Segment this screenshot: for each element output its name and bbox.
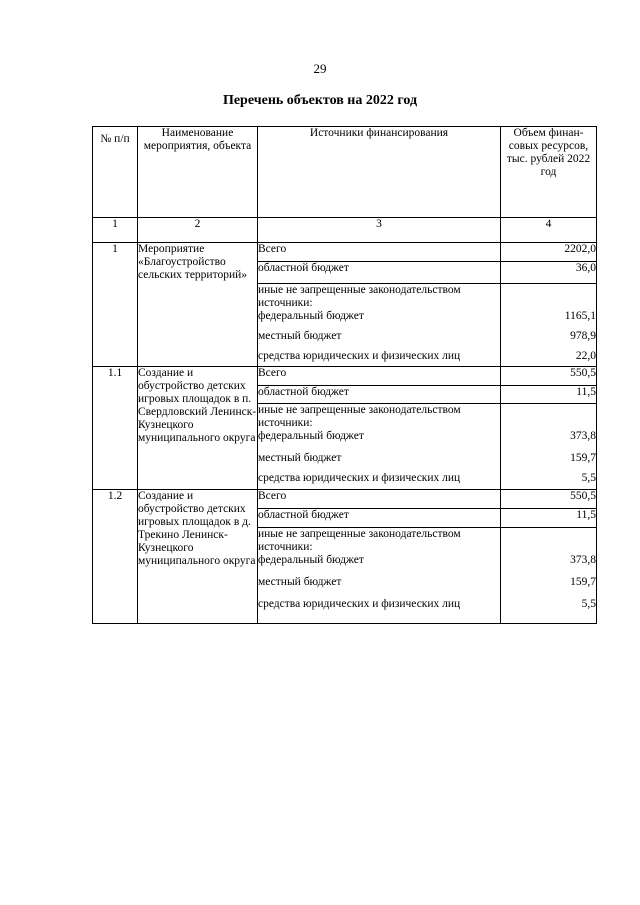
value-cell <box>501 404 597 431</box>
source-cell: местный бюджет <box>258 452 501 472</box>
header-name: Наименование мероприятия, объекта <box>138 127 258 218</box>
source-cell: федеральный бюджет <box>258 310 501 330</box>
source-cell: Всего <box>258 490 501 509</box>
table-row <box>93 243 597 262</box>
source-cell: средства юридических и физических лиц <box>258 598 501 624</box>
source-cell: средства юридических и физических лиц <box>258 472 501 490</box>
value-cell: 159,7 <box>501 576 597 598</box>
source-cell: областной бюджет <box>258 262 501 284</box>
header-source: Источники финансирования <box>258 127 501 218</box>
value-cell: 36,0 <box>501 262 597 284</box>
table-index-row <box>93 218 597 243</box>
value-cell: 11,5 <box>501 386 597 404</box>
row-number: 1 <box>93 243 138 367</box>
value-cell: 373,8 <box>501 430 597 452</box>
value-cell <box>501 528 597 555</box>
index-cell: 4 <box>501 218 597 243</box>
index-cell: 1 <box>93 218 138 243</box>
source-cell: Всего <box>258 367 501 386</box>
source-cell: средства юридических и физических лиц <box>258 350 501 367</box>
row-number: 1.2 <box>93 490 138 624</box>
value-cell: 5,5 <box>501 598 597 624</box>
source-cell: иные не запрещенные законодательством источники: <box>258 404 501 431</box>
source-cell: местный бюджет <box>258 576 501 598</box>
header-volume: Объем финан-совых ресурсов, тыс. рублей 2022 год <box>501 127 597 218</box>
objects-table <box>92 126 597 624</box>
value-cell: 2202,0 <box>501 243 597 262</box>
source-cell: иные не запрещенные законодательством источники: <box>258 528 501 555</box>
header-num: № п/п <box>93 127 138 218</box>
source-cell: Всего <box>258 243 501 262</box>
value-cell: 373,8 <box>501 554 597 576</box>
source-cell: областной бюджет <box>258 509 501 528</box>
source-cell: федеральный бюджет <box>258 554 501 576</box>
row-number: 1.1 <box>93 367 138 490</box>
source-cell: федеральный бюджет <box>258 430 501 452</box>
table-header-row <box>93 127 597 218</box>
measure-name: Мероприятие «Благоустройство сельских территорий» <box>138 243 258 367</box>
value-cell: 978,9 <box>501 330 597 350</box>
index-cell: 2 <box>138 218 258 243</box>
document-title: Перечень объектов на 2022 год <box>222 93 418 108</box>
value-cell: 1165,1 <box>501 310 597 330</box>
source-cell: областной бюджет <box>258 386 501 404</box>
value-cell <box>501 284 597 311</box>
value-cell: 550,5 <box>501 490 597 509</box>
value-cell: 5,5 <box>501 472 597 490</box>
page-number: 29 <box>313 61 327 76</box>
table-row <box>93 490 597 509</box>
value-cell: 22,0 <box>501 350 597 367</box>
table-row <box>93 367 597 386</box>
value-cell: 11,5 <box>501 509 597 528</box>
value-cell: 550,5 <box>501 367 597 386</box>
source-cell: местный бюджет <box>258 330 501 350</box>
source-cell: иные не запрещенные законодательством источники: <box>258 284 501 311</box>
index-cell: 3 <box>258 218 501 243</box>
measure-name: Создание и обустройство детских игровых площадок в п. Свердловский Ленинск-Кузнецкого муниципального округа <box>138 367 258 490</box>
value-cell: 159,7 <box>501 452 597 472</box>
measure-name: Создание и обустройство детских игровых площадок в д. Трекино Ленинск-Кузнецкого муниципального округа <box>138 490 258 624</box>
